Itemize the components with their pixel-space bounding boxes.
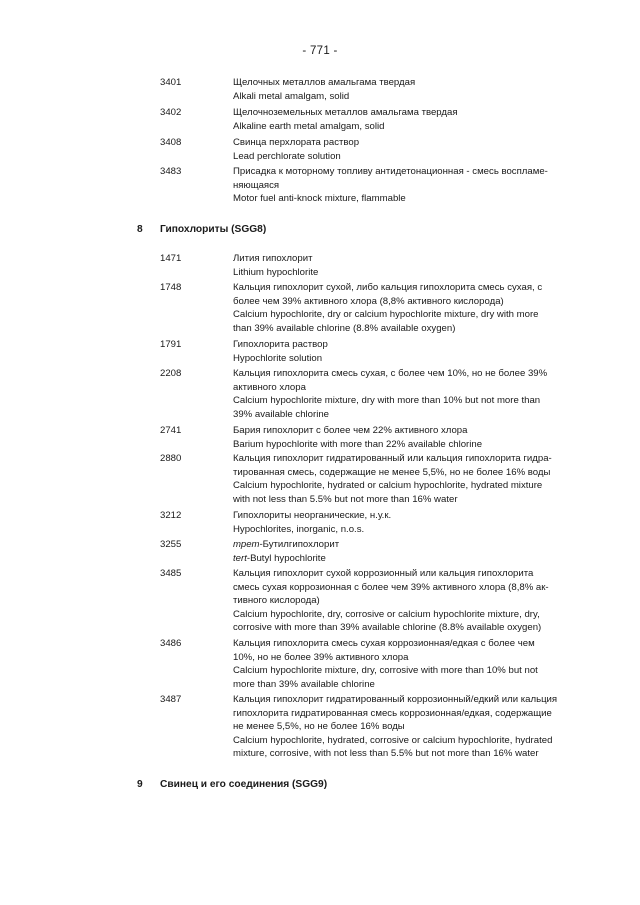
- entry-number: 2208: [160, 368, 182, 379]
- desc-line: Calcium hypochlorite mixture, dry with more than 10% but not more than: [233, 395, 541, 407]
- desc-line: Кальция гипохлорит сухой коррозионный или кальция гипохлорита: [233, 568, 534, 579]
- desc-line: more than 39% available chlorine: [233, 678, 375, 690]
- desc-line: более чем 39% активного хлора (8,8% активного кислорода): [233, 295, 504, 307]
- desc-line: Calcium hypochlorite, hydrated, corrosive or calcium hypochlorite, hydrated: [233, 734, 553, 746]
- desc-line: Присадка к моторному топливу антидетонационная - смесь воспламе-: [233, 166, 548, 177]
- italic-prefix: трет: [233, 539, 260, 550]
- desc-line: Гипохлорита раствор: [233, 339, 328, 350]
- desc-line: Calcium hypochlorite mixture, dry, corrosive with more than 10% but not: [233, 665, 538, 677]
- desc-line: Щелочноземельных металлов амальгама твердая: [233, 107, 458, 118]
- entry-description: [233, 693, 578, 761]
- entry-number: 3408: [160, 137, 182, 148]
- desc-line: mixture, corrosive, with not less than 5.5% but not more than 16% water: [233, 748, 539, 760]
- desc-line: Hypochlorites, inorganic, n.o.s.: [233, 523, 365, 535]
- desc-line: тивного кислорода): [233, 595, 320, 607]
- entry-number: 1748: [160, 282, 182, 293]
- desc-line: Гипохлориты неорганические, н.у.к.: [233, 510, 392, 521]
- page-number: - 771 -: [302, 45, 338, 57]
- entry-description: [233, 452, 578, 506]
- desc-rest: -Butyl hypochlorite: [246, 552, 326, 564]
- desc-line: Calcium hypochlorite, dry or calcium hypochlorite mixture, dry with more: [233, 309, 539, 321]
- desc-line: Calcium hypochlorite, hydrated or calcium hypochlorite, hydrated mixture: [233, 480, 543, 492]
- desc-line: Щелочных металлов амальгама твердая: [233, 77, 416, 88]
- desc-line: Кальция гипохлорита смесь сухая, с более чем 10%, но не более 39%: [233, 368, 548, 379]
- desc-line: Lead perchlorate solution: [233, 150, 341, 162]
- desc-line: Barium hypochlorite with more than 22% available chlorine: [233, 438, 483, 450]
- entry-description: [233, 252, 578, 279]
- desc-rest: -Бутилгипохлорит: [259, 539, 340, 550]
- desc-line: than 39% available chlorine (8.8% available oxygen): [233, 322, 456, 334]
- section-title: Гипохлориты (SGG8): [160, 224, 267, 235]
- entry-number: 3255: [160, 539, 182, 550]
- desc-line: 39% available chlorine: [233, 408, 329, 420]
- desc-line: corrosive with more than 39% available chlorine (8.8% available oxygen): [233, 622, 542, 634]
- desc-line: Лития гипохлорит: [233, 253, 313, 264]
- desc-line: with not less than 5.5% but not more than 16% water: [233, 493, 458, 505]
- desc-line: 10%, но не более 39% активного хлора: [233, 651, 409, 663]
- desc-line: Кальция гипохлорит гидратированный коррозионный/едкий или кальция: [233, 694, 558, 705]
- desc-line: Motor fuel anti-knock mixture, flammable: [233, 193, 406, 205]
- desc-line: Alkaline earth metal amalgam, solid: [233, 120, 385, 132]
- entry-number: 2741: [160, 425, 182, 436]
- entry-number: 3483: [160, 166, 182, 177]
- entry-description: [233, 136, 578, 163]
- entry-description: [233, 424, 578, 451]
- entry-number: 3487: [160, 694, 182, 705]
- desc-line: Кальция гипохлорит гидратированный или кальция гипохлорита гидра-: [233, 453, 552, 464]
- entry-description: [233, 106, 578, 133]
- entry-number: 2880: [160, 453, 182, 464]
- section-number: 8: [137, 224, 143, 235]
- entry-number: 3402: [160, 107, 182, 118]
- entry-description: [233, 637, 578, 691]
- desc-line: Lithium hypochlorite: [233, 266, 319, 278]
- desc-line: Alkali metal amalgam, solid: [233, 90, 350, 102]
- entry-description: [233, 538, 578, 565]
- desc-line: Бария гипохлорит с более чем 22% активного хлора: [233, 425, 468, 436]
- desc-line: [233, 538, 578, 552]
- section-number: 9: [137, 779, 143, 790]
- entry-description: [233, 76, 578, 103]
- entry-number: 3401: [160, 77, 182, 88]
- entry-number: 1471: [160, 253, 182, 264]
- entry-number: 1791: [160, 339, 182, 350]
- entry-description: [233, 567, 578, 635]
- desc-line: [233, 552, 578, 566]
- entry-number: 3486: [160, 638, 182, 649]
- italic-prefix: tert: [233, 552, 247, 564]
- desc-line: Hypochlorite solution: [233, 352, 323, 364]
- desc-line: Кальция гипохлорита смесь сухая коррозионная/едкая с более чем: [233, 638, 535, 649]
- entry-description: [233, 165, 578, 206]
- entry-number: 3485: [160, 568, 182, 579]
- desc-line: Свинца перхлората раствор: [233, 137, 360, 148]
- desc-line: не менее 5,5%, но не более 16% воды: [233, 721, 405, 733]
- entry-description: [233, 509, 578, 536]
- entry-description: [233, 338, 578, 365]
- desc-line: гипохлорита гидратированная смесь коррозионная/едкая, содержащие: [233, 707, 552, 719]
- entry-description: [233, 281, 578, 335]
- desc-line: Calcium hypochlorite, dry, corrosive or calcium hypochlorite mixture, dry,: [233, 608, 540, 620]
- desc-line: тированная смесь, содержащие не менее 5,5%, но не более 16% воды: [233, 466, 551, 478]
- desc-line: смесь сухая коррозионная с более чем 39% активного хлора (8,8% ак-: [233, 581, 549, 593]
- entry-number: 3212: [160, 510, 182, 521]
- section-title: Свинец и его соединения (SGG9): [160, 779, 328, 790]
- entry-description: [233, 367, 578, 421]
- desc-line: Кальция гипохлорит сухой, либо кальция гипохлорита смесь сухая, с: [233, 282, 543, 293]
- desc-line: няющаяся: [233, 179, 280, 191]
- desc-line: активного хлора: [233, 381, 306, 393]
